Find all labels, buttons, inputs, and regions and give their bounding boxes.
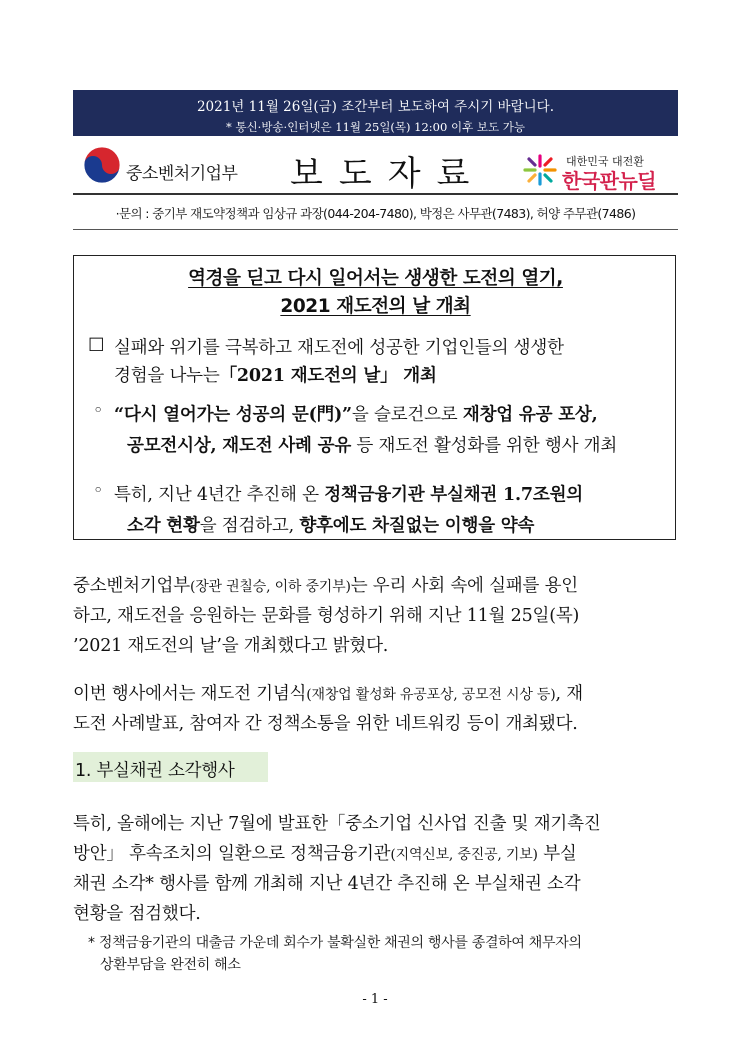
paragraph-3-line-3: 채권 소각* 행사를 함께 개최해 지난 4년간 추진해 온 부실채권 소각 [73,874,581,894]
taegeuk-emblem-icon [83,146,121,184]
page-number: - 1 - [362,992,388,1007]
headline-line-1: 역경을 딛고 다시 일어서는 생생한 도전의 열기, [188,268,563,289]
ministry-name: 중소벤처기업부 [126,164,238,184]
paragraph-2-line-1: 이번 행사에서는 재도전 기념식(재창업 활성화 유공포상, 공모전 시상 등), 재 [73,684,583,704]
bullet-3-marker: ◦ [93,481,104,501]
paragraph-3-line-1: 특히, 올해에는 지난 7월에 발표한「중소기업 신사업 진출 및 재기촉진 [73,814,601,834]
footnote-line-2: 상환부담을 완전히 해소 [100,957,241,973]
paragraph-1-line-2: 하고, 재도전을 응원하는 문화를 형성하기 위해 지난 11월 25일(목) [73,606,580,626]
footnote-line-1: * 정책금융기관의 대출금 가운데 회수가 불확실한 채권의 행사를 종결하여 채무자의 [88,935,582,951]
bullet-3-line-2: 소각 현황을 점검하고, 향후에도 차질없는 이행을 약속 [127,516,535,536]
bullet-3-line-1: 특히, 지난 4년간 추진해 온 정책금융기관 부실채권 1.7조원의 [114,485,583,505]
header-divider [73,193,678,195]
contact-info: ·문의 : 중기부 재도약정책과 임상규 과장(044-204-7480), 박정은 사무관(7483), 허양 주무관(7486) [115,206,636,221]
paragraph-1-line-1: 중소벤처기업부(장관 권칠승, 이하 중기부)는 우리 사회 속에 실패를 용인 [73,576,578,596]
bullet-2-line-2: 공모전시상, 재도전 사례 공유 등 재도전 활성화를 위한 행사 개최 [127,436,618,456]
embargo-line-2: * 통신·방송·인터넷은 11월 25일(목) 12:00 이후 보도 가능 [226,120,525,134]
paragraph-3-line-2: 방안」 후속조치의 일환으로 정책금융기관(지역신보, 중진공, 기보) 부실 [73,844,577,864]
section-heading: 1. 부실채권 소각행사 [73,752,268,782]
bullet-2-marker: ◦ [93,401,104,421]
new-deal-logo-icon [520,152,560,188]
paragraph-2-line-2: 도전 사례발표, 참여자 간 정책소통을 위한 네트워킹 등이 개최됐다. [73,714,578,734]
page-title: 보도자료 [290,154,486,194]
embargo-banner [73,90,678,136]
bullet-1-marker: □ [88,334,105,354]
bullet-1-line-2: 경험을 나누는「2021 재도전의 날」 개최 [114,366,437,386]
paragraph-3-line-4: 현황을 점검했다. [73,904,201,924]
bullet-1-line-1: 실패와 위기를 극복하고 재도전에 성공한 기업인들의 생생한 [114,338,564,358]
bullet-2-line-1: “다시 열어가는 성공의 문(門)”을 슬로건으로 재창업 유공 포상, [114,405,598,425]
embargo-line-1: 2021년 11월 26일(금) 조간부터 보도하여 주시기 바랍니다. [196,99,555,115]
new-deal-subtitle: 대한민국 대전환 [566,155,644,168]
paragraph-1-line-3: ’2021 재도전의 날’을 개최했다고 밝혔다. [73,636,389,656]
contact-divider [73,229,678,230]
headline-line-2: 2021 재도전의 날 개최 [280,296,471,317]
new-deal-title: 한국판뉴딜 [562,169,657,193]
